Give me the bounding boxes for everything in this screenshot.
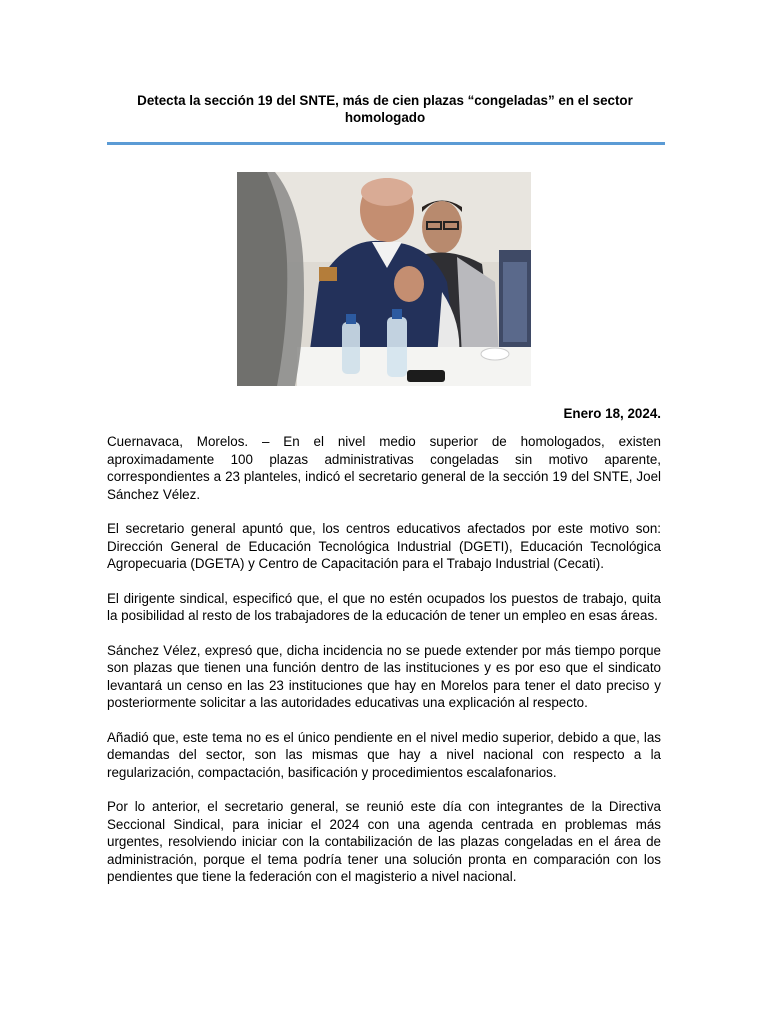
paragraph: Añadió que, este tema no es el único pendiente en el nivel medio superior, debido a que, las demandas del sector, son las mismas que hay a nivel nacional con respecto a la regularización, compactación, basificación y procedimientos escalafonarios. [107, 729, 661, 780]
paragraph: Sánchez Vélez, expresó que, dicha incidencia no se puede extender por más tiempo porque son plazas que tienen una función dentro de las instituciones y es por eso que el sindicato levantará un censo en las 23 instituciones que hay en Morelos para tener el dato preciso y posteriormente solicitar a las autoridades educativas una explicación al respecto. [107, 642, 661, 710]
paragraph: El dirigente sindical, especificó que, el que no estén ocupados los puestos de trabajo, quita la posibilidad al resto de los trabajadores de la educación de tener un empleo en esas áreas. [107, 590, 661, 623]
article-title: Detecta la sección 19 del SNTE, más de cien plazas “congeladas” en el sector homologado [137, 93, 633, 125]
paragraph: Cuernavaca, Morelos. – En el nivel medio superior de homologados, existen aproximadamente 100 plazas administrativas congeladas sin motivo aparente, correspondientes a 23 planteles, indicó el secretario general de la sección 19 del SNTE, Joel Sánchez Vélez. [107, 434, 661, 502]
article-body [107, 433, 661, 903]
paragraph: El secretario general apuntó que, los centros educativos afectados por este motivo son: Dirección General de Educación Tecnológica Industrial (DGETI), Educación Tecnológica Agropecuaria (DGETA) y Centro de Capacitación para el Trabajo Industrial (Cecati). [107, 521, 661, 571]
article-date: Enero 18, 2024. [563, 406, 661, 421]
title-divider [107, 142, 665, 145]
paragraph: Por lo anterior, el secretario general, se reunió este día con integrantes de la Directiva Seccional Sindical, para iniciar el 2024 con una agenda centrada en problemas más urgentes, resolviendo iniciar con la contabilización de las plazas congeladas en el área de administración, porque el tema podría tener una solución pronta en comparación con los pendientes que tiene la federación con el magisterio a nivel nacional. [107, 799, 661, 884]
article-photo [237, 172, 531, 386]
